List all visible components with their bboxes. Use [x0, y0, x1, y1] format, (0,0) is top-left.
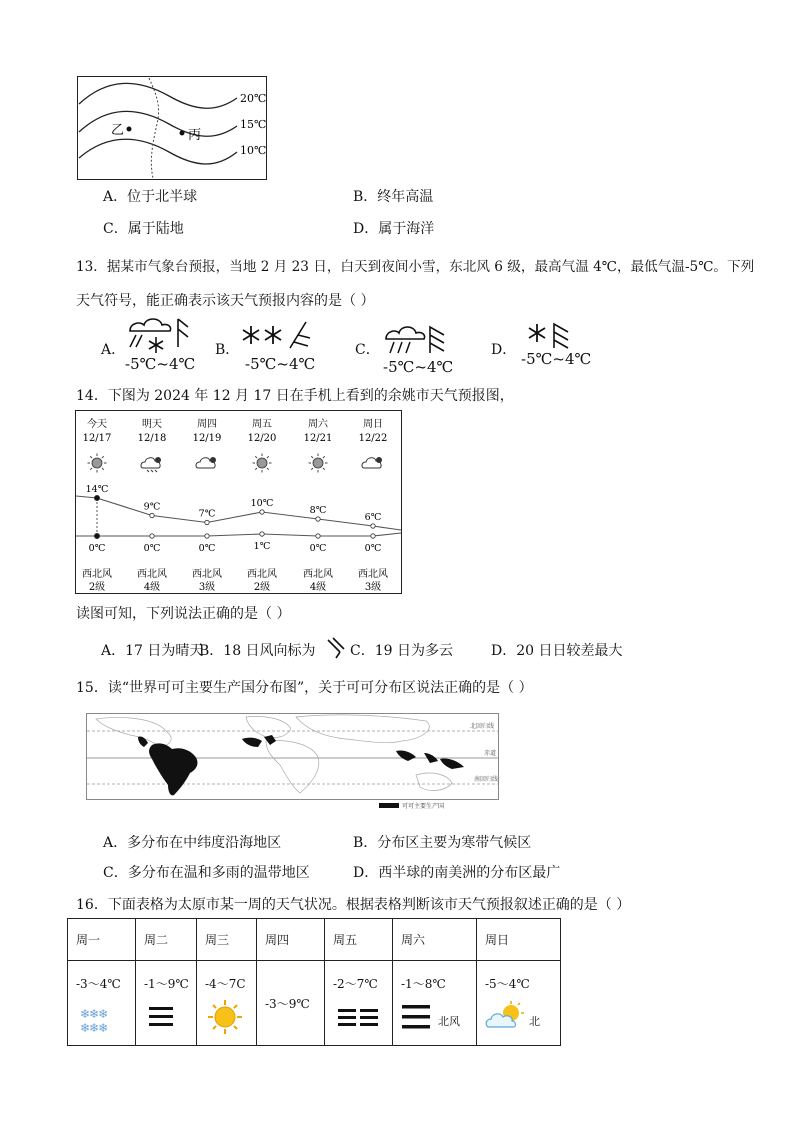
low-temp-label: 0℃ [143, 543, 161, 554]
question-14-stem: 14．下图为 2024 年 12 月 17 日在手机上看到的余姚市天气预报图， [76, 388, 514, 404]
table-header-row [68, 919, 561, 961]
partly-cloudy-icon [485, 1001, 527, 1033]
low-temp-label: 0℃ [309, 543, 327, 554]
forecast-wind-level: 4级 [143, 582, 161, 593]
forecast-day-name: 明天 [142, 419, 162, 430]
option-d[interactable]: D． [491, 342, 517, 358]
temp-range: -5℃~4℃ [125, 355, 196, 373]
low-temp-point [371, 534, 375, 538]
option-c[interactable]: C．多分布在温和多雨的温带地区 [103, 865, 310, 881]
forecast-wind: 西北风 [82, 569, 112, 580]
forecast-date: 12/19 [192, 433, 222, 444]
tropic-south-label: 南回归线 [474, 776, 499, 783]
tropic-north-label: 北回归线 [470, 723, 495, 730]
table-header-cell: 周五 [325, 919, 393, 961]
snow-cloud-icon [141, 457, 161, 472]
option-a[interactable]: A． [101, 342, 126, 358]
fog-icon [401, 1003, 431, 1031]
legend-label: 可可主要生产国 [402, 803, 445, 810]
forecast-date: 12/21 [303, 433, 333, 444]
table-header-cell: 周四 [257, 919, 325, 961]
isotherm-diagram [77, 76, 267, 180]
table-header-cell: 周二 [136, 919, 197, 961]
fog-icon [148, 1005, 174, 1029]
table-cell: -1～9℃ [136, 961, 197, 1046]
low-temp-point [260, 532, 264, 536]
low-temp-point [316, 534, 320, 538]
isotherm-label: 15℃ [240, 118, 267, 131]
table-header-cell: 周六 [393, 919, 477, 961]
option-c[interactable]: C．属于陆地 [103, 221, 184, 237]
question-13-stem: 13．据某市气象台预报，当地 2 月 23 日，白天到夜间小雪，东北风 6 级，最高气温 4℃，最低气温-5℃。下列 [76, 259, 755, 275]
option-b[interactable]: B．终年高温 [353, 189, 434, 205]
temp-range: -5℃~4℃ [521, 350, 592, 368]
forecast-day-name: 周六 [308, 419, 328, 430]
low-temp-point [205, 534, 209, 538]
high-temp-label: 8℃ [309, 505, 327, 516]
snow-wind-icon [526, 320, 584, 352]
sun-icon [309, 454, 328, 473]
point-marker [180, 131, 185, 136]
forecast-day-name: 周五 [252, 419, 272, 430]
high-temp-label: 9℃ [143, 501, 161, 513]
low-temp-line [76, 533, 401, 536]
isotherm-label: 20℃ [240, 92, 267, 105]
point-label: 乙 [111, 123, 125, 138]
forecast-day-name: 周日 [363, 419, 383, 430]
low-temp-label: 0℃ [88, 543, 106, 554]
option-c[interactable]: C．19 日为多云 [350, 643, 453, 659]
legend-swatch [379, 803, 399, 808]
high-temp-point [371, 524, 375, 528]
forecast-wind: 西北风 [192, 569, 222, 580]
forecast-wind-level: 3级 [198, 582, 216, 593]
sleet-cloud-icon [126, 315, 196, 355]
wind-label: 北 [529, 1015, 540, 1028]
table-cell: -5～4℃ 北 [477, 961, 561, 1046]
low-temp-point [94, 533, 99, 538]
low-temp-point [150, 534, 154, 538]
option-d[interactable]: D．西半球的南美洲的分布区最广 [353, 865, 561, 881]
forecast-wind: 西北风 [303, 569, 333, 580]
question-13-stem-2: 天气符号，能正确表示该天气预报内容的是（ ） [76, 293, 375, 309]
forecast-date: 12/18 [137, 433, 167, 444]
option-a[interactable]: A．多分布在中纬度沿海地区 [103, 835, 282, 851]
high-temp-point [150, 513, 154, 517]
cloud-icon [362, 457, 382, 468]
table-cell: -3～9℃ [257, 961, 325, 1046]
question-14-prompt: 读图可知，下列说法正确的是（ ） [76, 606, 291, 622]
forecast-date: 12/17 [82, 433, 112, 444]
equator-label: 赤道 [484, 750, 497, 757]
forecast-day-name: 今天 [87, 419, 107, 430]
isotherm-label: 10℃ [240, 144, 267, 157]
low-temp-label: 0℃ [198, 543, 216, 554]
forecast-day-name: 周四 [197, 419, 217, 430]
high-temp-label: 7℃ [198, 508, 216, 520]
forecast-date: 12/20 [247, 433, 277, 444]
table-header-cell: 周一 [68, 919, 136, 961]
forecast-wind: 西北风 [247, 569, 277, 580]
forecast-wind: 西北风 [137, 569, 167, 580]
table-cell: -3～4℃ ❄❄❄ ❄❄❄ [68, 961, 136, 1046]
high-temp-line [76, 496, 401, 530]
weather-table [67, 918, 561, 1046]
high-temp-point [94, 495, 99, 500]
point-label: 丙 [188, 128, 202, 143]
cloud-icon [196, 457, 216, 468]
sun-icon [88, 454, 107, 473]
high-temp-point [205, 520, 209, 524]
table-header-cell: 周三 [197, 919, 257, 961]
wind-label: 北风 [438, 1015, 460, 1028]
point-marker [127, 127, 132, 132]
low-temp-label: 0℃ [364, 543, 382, 554]
forecast-wind-level: 4级 [309, 582, 327, 593]
high-temp-point [260, 510, 264, 514]
light-snow-icon: ❄❄❄ ❄❄❄ [80, 1007, 108, 1035]
table-cell: -4～7C [197, 961, 257, 1046]
high-temp-label: 10℃ [250, 498, 274, 509]
sun-icon [253, 454, 272, 473]
option-d[interactable]: D．属于海洋 [353, 221, 435, 237]
question-15-stem: 15．读“世界可可主要生产国分布图”，关于可可分布区说法正确的是（ ） [76, 680, 533, 696]
forecast-date: 12/22 [358, 433, 388, 444]
question-16-stem: 16．下面表格为太原市某一周的天气状况。根据表格判断该市天气预报叙述正确的是（ ） [76, 897, 631, 913]
fog-icon [337, 1007, 379, 1029]
table-header-cell: 周日 [477, 919, 561, 961]
wind-vane-icon [326, 636, 348, 660]
option-a[interactable]: A．17 日为晴天 [101, 643, 204, 659]
forecast-wind-level: 3级 [364, 582, 382, 593]
option-c[interactable]: C． [355, 342, 380, 358]
forecast-panel [75, 410, 402, 594]
table-cell: -2～7℃ [325, 961, 393, 1046]
forecast-chart [76, 411, 401, 593]
snow-wind-icon [240, 318, 312, 352]
rain-cloud-icon [382, 321, 452, 357]
forecast-wind-level: 2级 [253, 582, 271, 593]
high-temp-point [316, 517, 320, 521]
low-temp-label: 1℃ [253, 541, 271, 552]
forecast-wind: 西北风 [358, 569, 388, 580]
forecast-wind-level: 2级 [88, 582, 106, 593]
option-d[interactable]: D．20 日日较差最大 [491, 643, 623, 659]
temp-range: -5℃~4℃ [383, 358, 454, 376]
option-b[interactable]: B．18 日风向标为 [199, 643, 316, 659]
high-temp-label: 14℃ [85, 484, 109, 495]
table-cell: -1～8℃ 北风 [393, 961, 477, 1046]
table-row [68, 961, 561, 1046]
option-b[interactable]: B．分布区主要为寒带气候区 [353, 835, 532, 851]
option-b[interactable]: B． [215, 342, 240, 358]
sun-icon [207, 999, 243, 1035]
temp-range: -5℃~4℃ [245, 355, 316, 373]
high-temp-label: 6℃ [364, 512, 382, 523]
cocoa-distribution-map [86, 711, 502, 815]
option-a[interactable]: A．位于北半球 [103, 189, 198, 205]
